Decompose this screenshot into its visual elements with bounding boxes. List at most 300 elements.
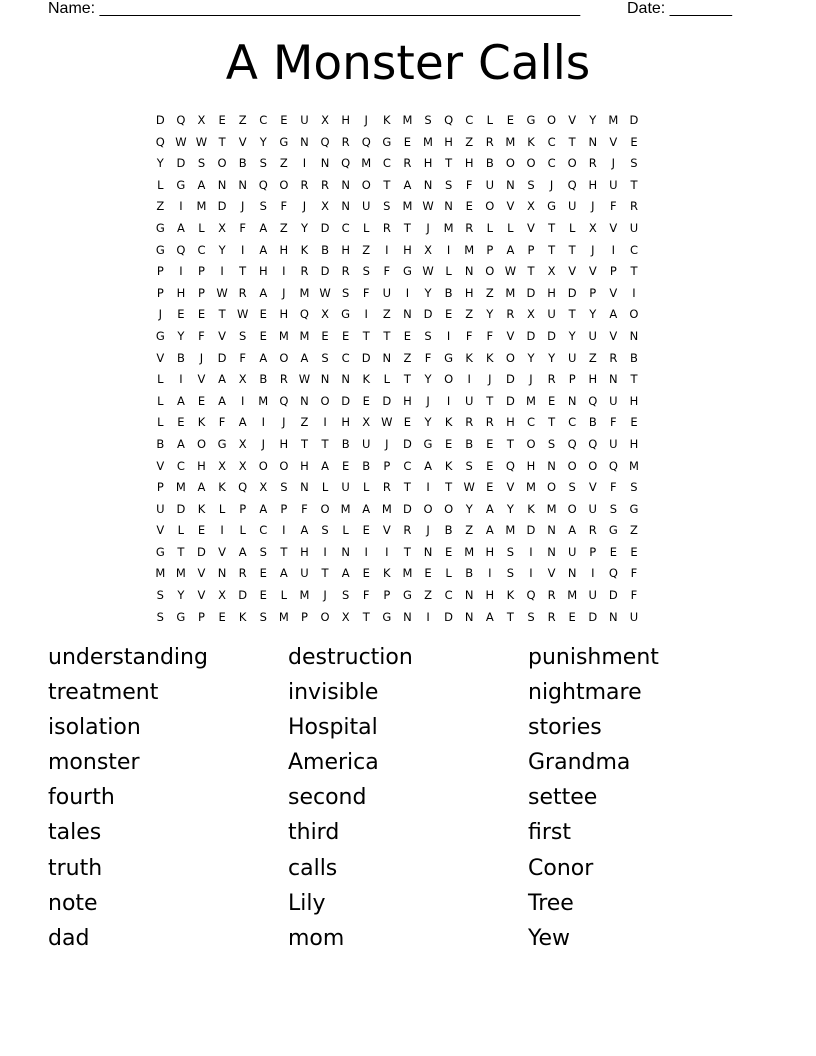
grid-letter: M (546, 501, 557, 516)
grid-letter: K (383, 113, 391, 127)
grid-letter: S (239, 328, 247, 343)
grid-letter: Z (588, 350, 597, 365)
grid-letter: P (156, 264, 164, 279)
grid-letter: F (630, 566, 638, 581)
grid-letter: Q (567, 436, 577, 451)
grid-letter: X (547, 264, 556, 279)
grid-letter: M (628, 458, 639, 473)
grid-letter: M (402, 566, 413, 581)
grid-letter: Z (465, 523, 474, 538)
grid-letter: D (320, 264, 330, 279)
grid-letter: P (383, 588, 391, 603)
grid-letter: U (588, 588, 597, 603)
grid-letter: C (259, 523, 268, 538)
grid-letter: N (444, 199, 453, 214)
grid-letter: I (529, 544, 533, 559)
grid-letter: I (446, 328, 451, 343)
grid-letter: I (405, 285, 410, 300)
grid-letter: T (630, 177, 638, 192)
grid-letter: I (426, 480, 430, 495)
grid-letter: T (548, 220, 556, 235)
grid-letter: U (341, 480, 350, 495)
grid-letter: B (321, 242, 329, 257)
grid-letter: H (279, 307, 289, 322)
grid-letter: F (630, 588, 638, 603)
grid-letter: S (547, 436, 556, 451)
grid-letter: S (527, 177, 535, 192)
grid-letter: R (547, 588, 556, 603)
grid-letter: O (423, 501, 433, 516)
grid-letter: S (527, 609, 535, 624)
grid-letter: H (176, 285, 186, 300)
grid-letter: D (197, 544, 206, 559)
grid-letter: I (632, 285, 636, 300)
grid-letter: X (321, 199, 329, 214)
grid-letter: I (529, 566, 533, 581)
grid-letter: Y (424, 285, 432, 300)
grid-letter: M (340, 501, 351, 516)
grid-letter: K (506, 588, 515, 603)
grid-letter: Z (403, 350, 412, 365)
grid-letter: H (423, 156, 433, 171)
grid-letter: K (300, 242, 309, 257)
word-list-item: first (528, 820, 571, 846)
grid-letter: J (364, 113, 368, 127)
grid-letter: C (465, 113, 474, 127)
grid-letter: E (630, 415, 638, 430)
grid-letter: I (220, 523, 224, 538)
grid-letter: R (238, 285, 247, 300)
grid-letter: N (423, 544, 433, 559)
grid-letter: T (239, 264, 247, 279)
grid-letter: C (444, 588, 453, 603)
grid-letter: J (323, 588, 327, 603)
grid-letter: I (467, 372, 471, 387)
grid-letter: A (238, 544, 247, 559)
grid-letter: I (220, 264, 224, 279)
grid-letter: J (282, 285, 286, 300)
grid-letter: R (588, 523, 597, 538)
word-search-grid (150, 110, 670, 628)
grid-letter: S (341, 588, 350, 603)
grid-letter: T (506, 609, 514, 624)
grid-letter: I (385, 242, 389, 257)
grid-letter: N (217, 566, 227, 581)
grid-letter: A (176, 436, 185, 451)
grid-letter: G (176, 609, 186, 624)
grid-letter: I (446, 393, 451, 408)
grid-letter: M (278, 328, 289, 343)
grid-letter: Y (589, 113, 597, 127)
grid-letter: I (302, 156, 307, 171)
grid-letter: H (485, 544, 495, 559)
grid-letter: C (341, 350, 350, 365)
grid-letter: K (486, 350, 494, 365)
grid-letter: A (259, 285, 268, 300)
grid-letter: O (526, 156, 536, 171)
grid-letter: H (485, 588, 495, 603)
grid-letter: D (547, 328, 556, 343)
grid-letter: B (444, 523, 453, 538)
grid-letter: D (588, 609, 598, 624)
word-list-item: America (288, 750, 379, 776)
grid-letter: O (485, 199, 495, 214)
grid-letter: Q (361, 134, 371, 149)
grid-letter: N (609, 609, 618, 624)
grid-letter: F (424, 350, 432, 365)
grid-letter: A (609, 307, 618, 322)
grid-letter: F (280, 199, 288, 214)
grid-letter: Q (176, 113, 186, 127)
word-list-item: Grandma (528, 750, 631, 776)
word-list-item: understanding (48, 645, 208, 670)
grid-letter: V (197, 588, 206, 603)
grid-letter: L (177, 523, 185, 538)
grid-letter: Z (630, 523, 638, 538)
grid-letter: H (300, 458, 309, 473)
grid-letter: J (426, 523, 430, 538)
grid-letter: L (198, 220, 205, 235)
date-field-line: Date: _______ (627, 0, 732, 17)
grid-letter: K (527, 134, 535, 149)
grid-letter: B (176, 350, 185, 365)
grid-letter: G (547, 199, 557, 214)
grid-letter: U (629, 609, 639, 624)
grid-letter: D (361, 350, 371, 365)
grid-letter: X (321, 307, 329, 322)
grid-letter: Z (424, 588, 432, 603)
grid-letter: I (282, 523, 286, 538)
grid-letter: E (362, 393, 370, 408)
grid-letter: X (424, 242, 432, 257)
grid-letter: E (486, 436, 494, 451)
grid-letter: J (261, 436, 265, 451)
grid-letter: D (505, 393, 515, 408)
grid-letter: C (547, 156, 556, 171)
grid-letter: E (362, 566, 370, 581)
grid-letter: A (259, 350, 268, 365)
grid-letter: D (505, 372, 515, 387)
word-list-item: mom (288, 925, 345, 951)
grid-letter: R (321, 177, 330, 192)
word-list-item: truth (48, 855, 103, 881)
grid-letter: Q (505, 458, 515, 473)
grid-letter: L (486, 113, 493, 127)
grid-letter: W (175, 134, 187, 149)
grid-letter: Q (608, 566, 618, 581)
grid-letter: E (444, 544, 453, 559)
grid-letter: U (362, 436, 371, 451)
grid-letter: A (176, 220, 185, 235)
grid-letter: M (526, 393, 536, 408)
grid-letter: R (279, 372, 288, 387)
grid-letter: N (423, 177, 433, 192)
word-list-item: Hospital (288, 715, 378, 741)
grid-letter: A (485, 501, 494, 516)
grid-letter: D (155, 113, 165, 127)
grid-letter: O (320, 501, 330, 516)
grid-letter: V (506, 328, 515, 343)
grid-letter: O (361, 177, 371, 192)
grid-letter: Z (465, 307, 474, 322)
grid-letter: J (199, 350, 204, 365)
grid-letter: C (259, 113, 268, 127)
grid-letter: V (527, 220, 535, 235)
grid-letter: A (424, 458, 432, 473)
grid-letter: Q (526, 588, 536, 603)
grid-letter: V (197, 566, 206, 581)
grid-letter: K (362, 372, 370, 387)
grid-letter: D (217, 199, 227, 214)
grid-letter: A (259, 501, 268, 516)
grid-letter: L (342, 523, 349, 538)
grid-letter: G (629, 501, 639, 516)
grid-letter: G (279, 134, 289, 149)
grid-letter: F (465, 177, 473, 192)
grid-letter: M (505, 134, 516, 149)
grid-letter: K (383, 566, 391, 581)
grid-letter: L (218, 501, 226, 516)
grid-letter: T (403, 480, 411, 495)
word-list-item: nightmare (528, 680, 642, 706)
grid-letter: B (259, 372, 268, 387)
grid-letter: J (302, 199, 307, 214)
grid-letter: Z (279, 220, 288, 235)
grid-letter: E (177, 307, 185, 322)
word-list-item: settee (528, 785, 598, 811)
grid-letter: C (197, 242, 206, 257)
grid-letter: S (259, 609, 267, 624)
grid-letter: R (506, 307, 515, 322)
grid-letter: E (321, 328, 329, 343)
grid-letter: U (609, 393, 618, 408)
grid-letter: V (156, 350, 165, 365)
grid-letter: O (547, 480, 557, 495)
grid-letter: R (629, 199, 638, 214)
grid-letter: Q (258, 177, 268, 192)
grid-letter: E (630, 134, 638, 149)
grid-letter: L (363, 480, 370, 495)
grid-letter: I (179, 372, 183, 387)
grid-letter: R (403, 523, 412, 538)
grid-letter: R (547, 609, 556, 624)
grid-letter: K (444, 415, 453, 430)
grid-letter: D (402, 436, 412, 451)
grid-letter: H (403, 393, 412, 408)
grid-letter: E (403, 415, 412, 430)
grid-letter: Y (218, 242, 226, 257)
grid-letter: F (301, 501, 308, 516)
grid-letter: D (629, 113, 639, 127)
word-list-item: third (288, 820, 340, 846)
grid-letter: G (341, 307, 351, 322)
grid-letter: B (465, 566, 474, 581)
grid-letter: Q (299, 307, 309, 322)
grid-letter: M (278, 609, 289, 624)
grid-letter: N (609, 372, 618, 387)
grid-letter: V (568, 264, 577, 279)
grid-letter: V (156, 458, 165, 473)
grid-letter: J (591, 242, 595, 257)
word-list-item: note (48, 890, 98, 916)
grid-letter: I (364, 307, 368, 322)
grid-letter: Q (444, 113, 454, 127)
grid-letter: H (341, 415, 350, 430)
grid-letter: U (609, 436, 618, 451)
grid-letter: X (362, 415, 371, 430)
grid-letter: D (526, 285, 536, 300)
grid-letter: Z (382, 307, 391, 322)
grid-letter: U (547, 307, 556, 322)
grid-letter: B (485, 156, 494, 171)
grid-letter: X (218, 588, 227, 603)
grid-letter: E (403, 134, 412, 149)
grid-letter: P (198, 285, 205, 300)
grid-letter: O (567, 458, 577, 473)
grid-letter: V (547, 566, 556, 581)
word-list-item: tales (48, 820, 102, 846)
grid-letter: X (527, 199, 535, 214)
grid-letter: J (282, 415, 286, 430)
grid-letter: V (197, 372, 206, 387)
grid-letter: F (362, 588, 370, 603)
grid-letter: N (547, 544, 556, 559)
grid-letter: H (629, 393, 639, 408)
grid-letter: Q (608, 458, 618, 473)
word-list-item: dad (48, 925, 90, 951)
grid-letter: A (568, 523, 577, 538)
grid-letter: S (197, 156, 206, 171)
grid-letter: Y (465, 501, 473, 516)
grid-letter: J (426, 393, 430, 408)
grid-letter: Q (588, 393, 598, 408)
grid-letter: F (486, 328, 494, 343)
grid-letter: U (300, 113, 309, 127)
grid-letter: I (611, 242, 616, 257)
grid-letter: H (588, 177, 598, 192)
grid-letter: I (179, 264, 183, 279)
grid-letter: J (549, 177, 554, 192)
grid-letter: H (444, 134, 453, 149)
grid-letter: X (218, 458, 227, 473)
grid-letter: N (464, 609, 474, 624)
grid-letter: Y (424, 372, 432, 387)
grid-letter: E (177, 415, 185, 430)
grid-letter: S (609, 501, 618, 516)
word-list-item: Tree (528, 890, 574, 916)
grid-letter: U (567, 350, 577, 365)
grid-letter: O (258, 458, 268, 473)
page-title: A Monster Calls (225, 36, 591, 91)
grid-letter: N (547, 458, 556, 473)
grid-letter: E (424, 566, 432, 581)
grid-letter: M (196, 199, 207, 214)
grid-letter: O (444, 372, 454, 387)
grid-letter: V (609, 134, 618, 149)
grid-letter: E (444, 436, 453, 451)
grid-letter: D (238, 588, 248, 603)
grid-letter: I (240, 393, 245, 408)
grid-letter: D (320, 220, 330, 235)
grid-letter: L (363, 220, 370, 235)
grid-letter: M (299, 285, 310, 300)
grid-letter: S (280, 480, 288, 495)
grid-letter: E (630, 544, 638, 559)
grid-letter: Y (177, 328, 185, 343)
grid-letter: A (176, 393, 185, 408)
grid-letter: K (218, 480, 226, 495)
grid-letter: B (341, 436, 350, 451)
grid-letter: W (422, 264, 434, 279)
grid-letter: O (567, 501, 577, 516)
grid-letter: D (217, 350, 227, 365)
grid-letter: E (486, 480, 494, 495)
grid-letter: D (526, 328, 536, 343)
grid-letter: E (218, 609, 226, 624)
grid-letter: S (506, 566, 515, 581)
grid-letter: E (342, 328, 350, 343)
grid-letter: A (259, 220, 268, 235)
grid-letter: T (403, 220, 411, 235)
grid-letter: H (506, 415, 515, 430)
grid-letter: E (218, 113, 226, 127)
grid-letter: H (526, 458, 536, 473)
grid-letter: F (239, 350, 246, 365)
grid-letter: E (609, 544, 617, 559)
grid-letter: V (156, 523, 165, 538)
grid-letter: I (323, 415, 327, 430)
grid-letter: X (238, 372, 247, 387)
grid-letter: R (300, 177, 309, 192)
grid-letter: H (279, 436, 289, 451)
grid-letter: O (217, 156, 227, 171)
grid-letter: D (526, 523, 536, 538)
grid-letter: E (403, 328, 412, 343)
grid-letter: M (381, 501, 392, 516)
grid-letter: O (547, 113, 557, 127)
word-list-item: stories (528, 715, 602, 741)
grid-letter: O (320, 393, 330, 408)
grid-letter: O (505, 350, 515, 365)
grid-letter: H (464, 285, 474, 300)
word-list-item: isolation (48, 715, 141, 741)
grid-letter: U (464, 393, 474, 408)
grid-letter: J (426, 220, 430, 235)
grid-letter: T (403, 372, 411, 387)
grid-letter: V (218, 544, 227, 559)
grid-letter: D (176, 501, 186, 516)
grid-letter: F (218, 415, 226, 430)
grid-letter: S (341, 285, 350, 300)
grid-letter: A (218, 393, 227, 408)
grid-letter: D (608, 588, 618, 603)
grid-letter: E (259, 328, 267, 343)
grid-letter: M (402, 199, 413, 214)
grid-letter: M (567, 588, 578, 603)
grid-letter: S (259, 156, 267, 171)
grid-letter: S (362, 264, 370, 279)
grid-letter: Y (486, 307, 494, 322)
grid-letter: M (443, 220, 454, 235)
grid-letter: L (157, 372, 164, 387)
grid-letter: U (588, 501, 597, 516)
grid-letter: G (217, 436, 227, 451)
grid-letter: S (444, 177, 453, 192)
grid-letter: O (444, 501, 454, 516)
grid-letter: E (486, 458, 494, 473)
grid-letter: R (485, 415, 494, 430)
grid-letter: E (568, 609, 576, 624)
